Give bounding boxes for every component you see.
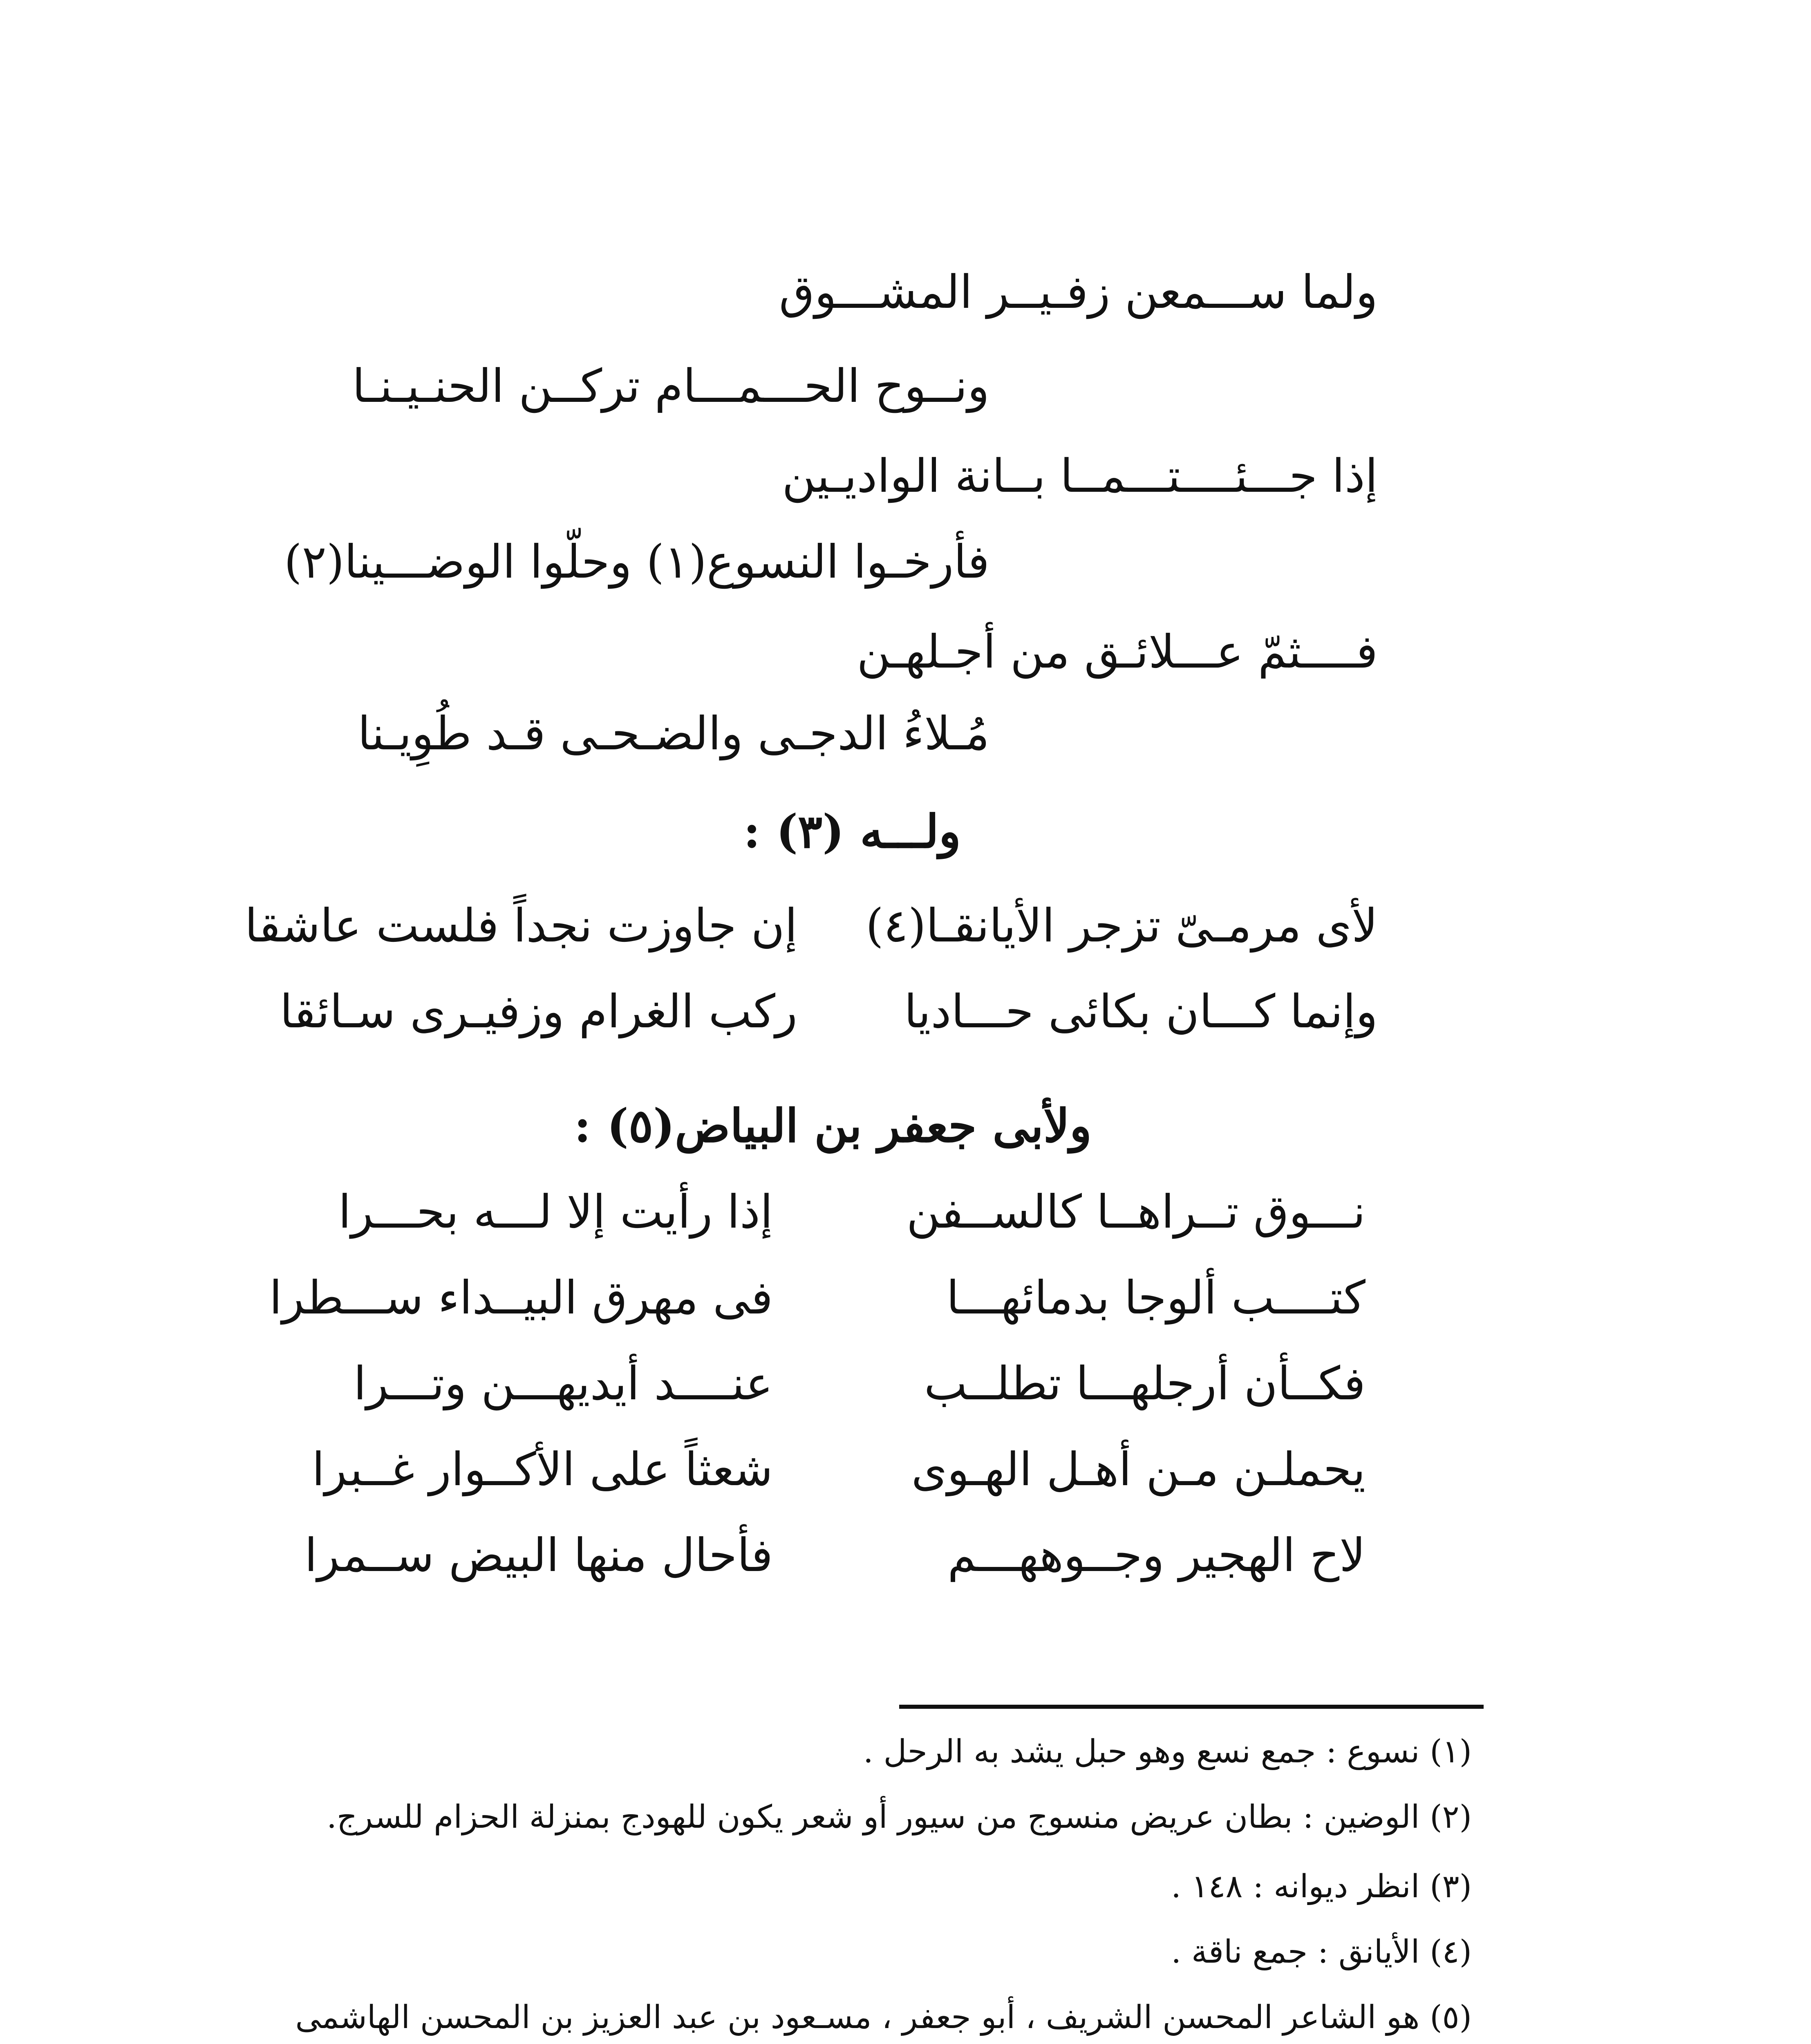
poem3-left-2: فى مهرق البيــداء ســـطرا	[269, 1271, 773, 1325]
poem3-left-5: فأحال منها البيض ســمرا	[304, 1529, 773, 1582]
poem1-line-4: فأرخـوا النسوع(١) وحلّوا الوضـــينا(٢)	[284, 536, 989, 589]
footnote-3: (٣) انظر ديوانه : ١٤٨ .	[1171, 1868, 1472, 1905]
poem1-line-5: فــــثمّ عـــلائـق من أجـلهـن	[857, 625, 1378, 679]
poem2-right-2: وإنما كـــان بكائى حـــاديا	[904, 985, 1378, 1038]
poem3-right-5: لاح الهجير وجــوههـــم	[947, 1529, 1366, 1582]
footnote-5: (٥) هو الشاعر المحسن الشريف ، أبو جعفر ، مسـعود بن عبد العزيز بن المحسن الهاشمى	[295, 1999, 1472, 2036]
poem1-line-3: إذا جـــئــــتـــمــا بــانة الواديـين	[782, 450, 1378, 503]
footnote-4: (٤) الأيانق : جمع ناقة .	[1171, 1934, 1472, 1970]
poem2-right-1: لأى مرمـىّ تزجر الأيانقـا(٤)	[866, 899, 1378, 953]
poem3-left-4: شعثاً على الأكــوار غــبرا	[312, 1443, 773, 1496]
footnote-2: (٢) الوضين : بطان عريض منسوج من سيور أو شعر يكون للهودج بمنزلة الحزام للسرج.	[327, 1799, 1472, 1836]
poem3-right-3: فكــأن أرجلهـــا تطلــب	[924, 1357, 1366, 1410]
poem3-left-3: عنــــد أيديهـــن وتـــرا	[353, 1357, 773, 1410]
poem3-right-1: نـــوق تــراهــا كالســفن	[906, 1186, 1366, 1239]
footnote-separator	[899, 1705, 1484, 1709]
section-heading-1: ولـــه (٣) :	[743, 805, 961, 858]
footnote-1: (١) نسوع : جمع نسع وهو حبل يشد به الرحل .	[863, 1733, 1472, 1770]
poem2-left-1: إن جاوزت نجداً فلست عاشقا	[244, 899, 797, 953]
section-heading-2: ولأبى جعفر بن البياض(٥) :	[574, 1099, 1092, 1153]
poem3-left-1: إذا رأيت إلا لـــه بحـــرا	[338, 1186, 773, 1239]
poem2-left-2: ركب الغرام وزفيـرى سـائقا	[280, 985, 797, 1038]
poem3-right-4: يحملـن مـن أهـل الهـوى	[911, 1443, 1366, 1496]
poem3-right-2: كتــــب ألوجا بدمائهـــا	[946, 1271, 1366, 1325]
poem1-line-6: مُـلاءُ الدجـى والضـحـى قـد طُوِيـنا	[358, 707, 989, 760]
poem1-line-2: ونــوح الحـــمـــام تركــن الحنـيـنـا	[352, 360, 989, 413]
poem1-line-1: ولما ســـمعن زفـيــر المشـــوق	[779, 266, 1378, 319]
